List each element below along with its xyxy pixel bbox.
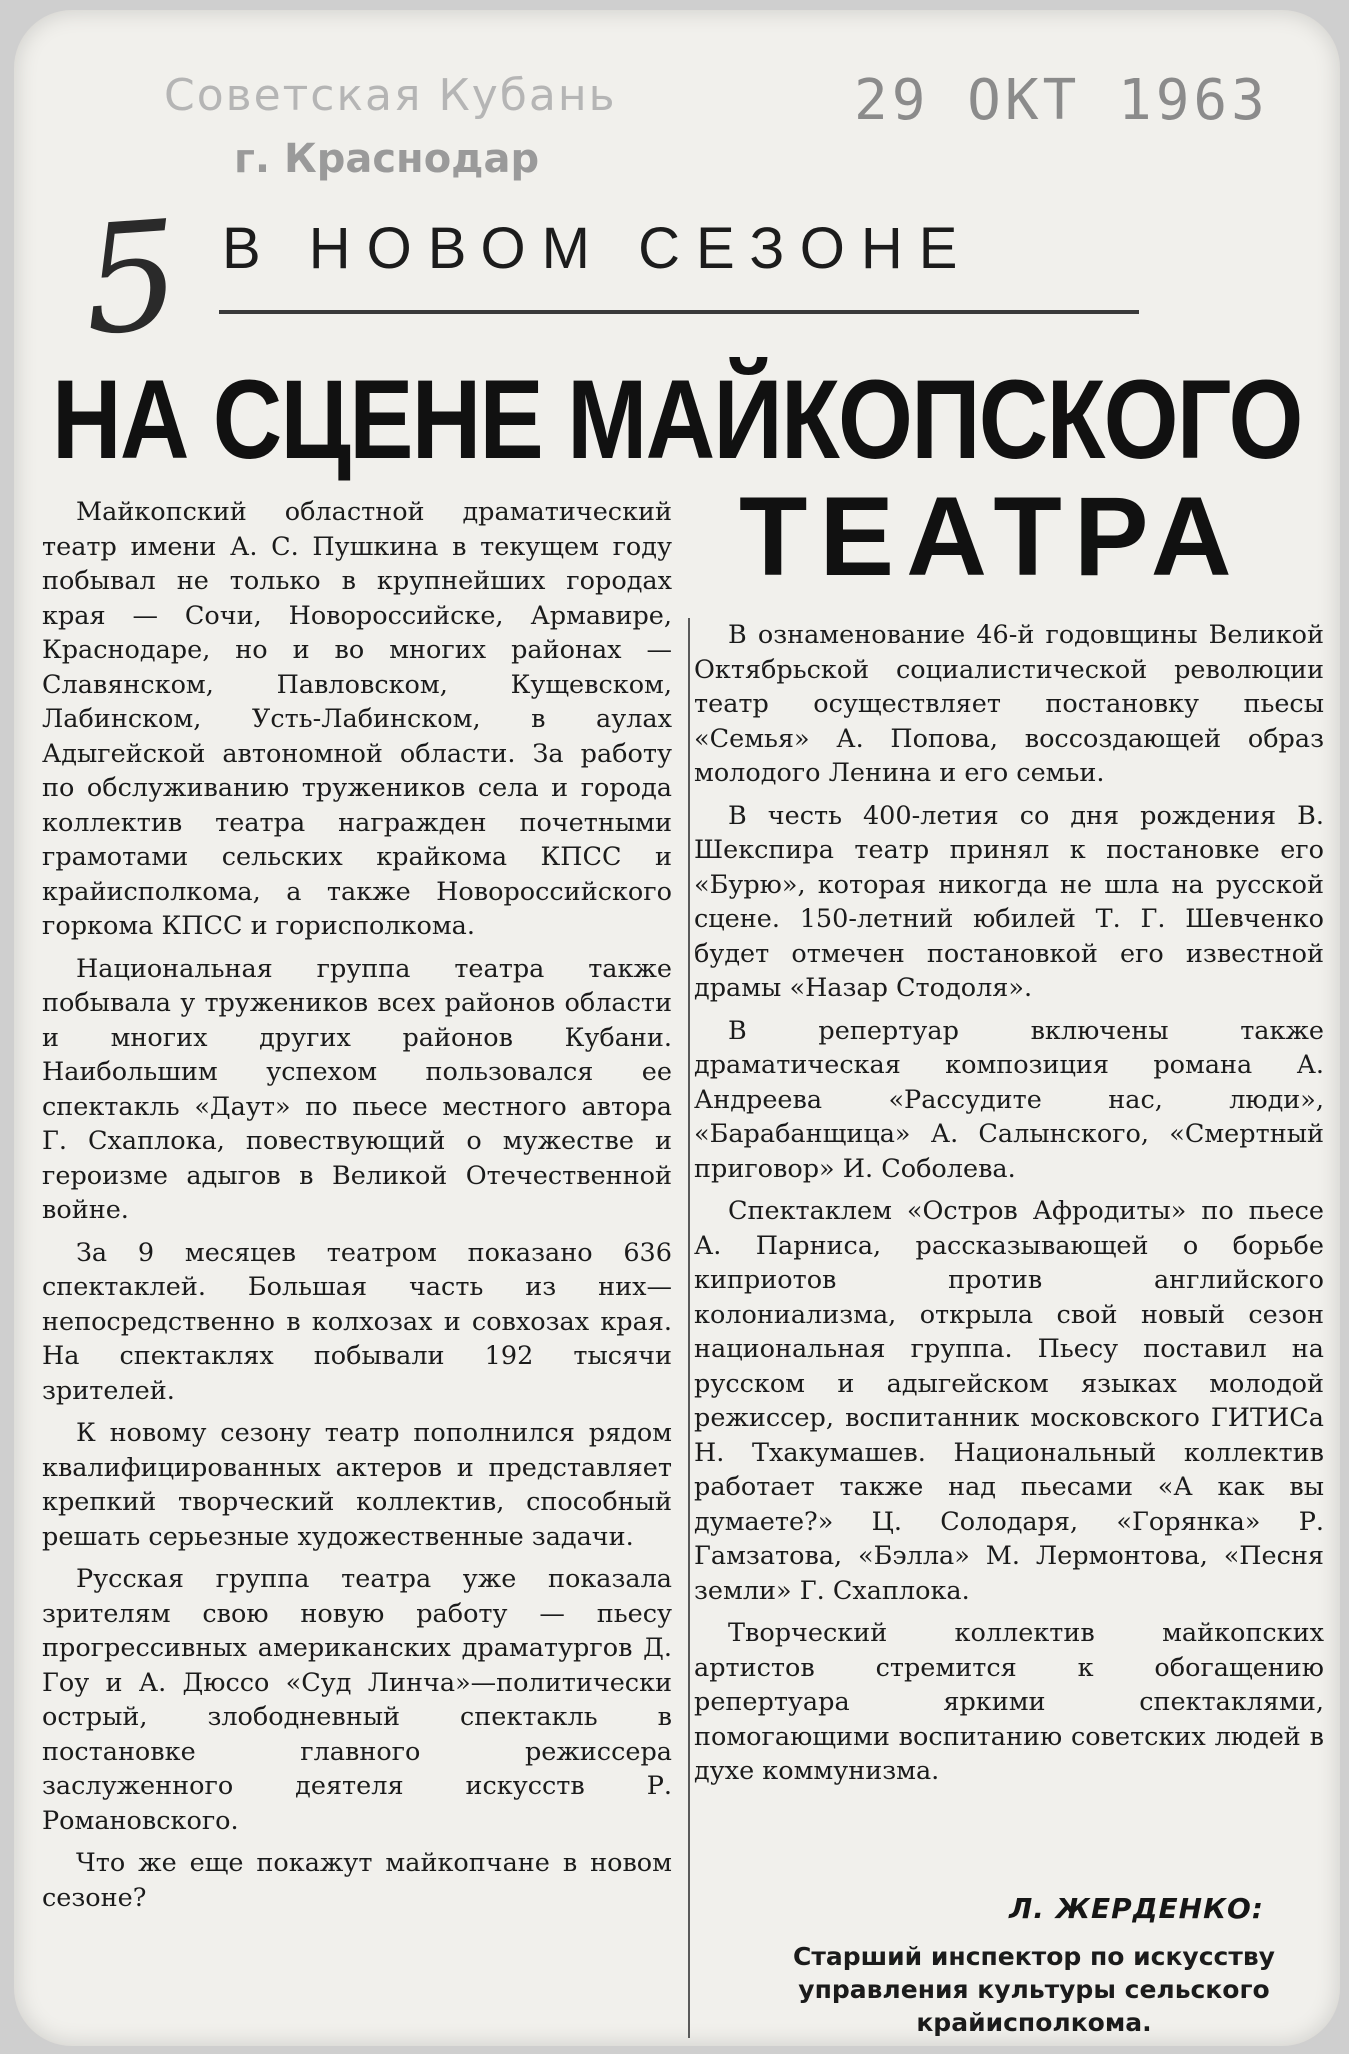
author-title: Старший инспектор по искусству управления культуры сельского крайисполкома. xyxy=(793,1942,1275,2037)
city-stamp: г. Краснодар xyxy=(234,136,540,182)
article-right-column xyxy=(694,618,1324,1797)
paragraph: Творческий коллектив майкопских артистов стремится к обогащению репертуара яркими спектаклями, помогающими воспитанию советских людей в духе коммунизма. xyxy=(694,1618,1324,1786)
handwritten-archive-number: 5 xyxy=(78,188,186,370)
author-byline: Л. ЖЕРДЕНКО: xyxy=(1009,1892,1264,1925)
paragraph: Майкопский областной драматический театр имени А. С. Пушкина в текущем году побывал не только в крупнейших городах края — Сочи, Новороссийске, Армавире, Краснодаре, но и во многих районах — Славянском, Павловском, Кущевском, Лабинском, Усть-Лабинском, в аулах Адыгейской автономной области. За работу по обслуживанию тружеников села и города коллектив театра награжден почетными грамотами сельских крайкома КПСС и крайисполкома, а также Новороссийского горкома КПСС и горисполкома. xyxy=(42,497,672,941)
rubric-underline xyxy=(219,310,1139,314)
article-left-column xyxy=(42,495,672,1923)
paragraph: За 9 месяцев театром показано 636 спектаклей. Большая часть из них—непосредственно в колхозах и совхозах края. На спектаклях побывали 192 тысячи зрителей. xyxy=(42,1237,672,1406)
paragraph: В репертуар включены также драматическая композиция романа А. Андреева «Рассудите нас, люди», «Барабанщица» А. Салынского, «Смертный приговор» И. Соболева. xyxy=(694,1015,1324,1184)
paragraph: Национальная группа театра также побывала у тружеников всех районов области и многих других районов Кубани. Наибольшим успехом пользовался ее спектакль «Даут» по пьесе местного автора Г. Схаплока, повествующий о мужестве и героизме адыгов в Великой Отечественной войне. xyxy=(42,953,672,1225)
paragraph: Спектаклем «Остров Афродиты» по пьесе А. Парниса, рассказывающей о борьбе киприотов против английского колониализма, открыла свой новый сезон национальная группа. Пьесу поставил на русском и адыгейском языках молодой режиссер, воспитанник московского ГИТИСа Н. Тхакумашев. Национальный коллектив работает также над пьесами «А как вы думаете?» Ц. Солодаря, «Горянка» Р. Гамзатова, «Бэлла» М. Лермонтова, «Песня земли» Г. Схаплока. xyxy=(694,1196,1324,1606)
paragraph: Русская группа театра уже показала зрителям свою новую работу — пьесу прогрессивных американских драматургов Д. Гоу и А. Дюссо «Суд Линча»—политически острый, злободневный спектакль в постановке главного режиссера заслуженного деятеля искусств Р. Романовского. xyxy=(42,1564,672,1836)
paragraph: Что же еще покажут майкопчане в новом сезоне? xyxy=(42,1848,672,1913)
headline-line-1: НА СЦЕНЕ МАЙКОПСКОГО xyxy=(52,357,1302,482)
paragraph: В честь 400-летия со дня рождения В. Шекспира театр принял к постановке его «Бурю», которая никогда не шла на русской сцене. 150-летний юбилей Т. Г. Шевченко будет отмечен постановкой его известной драмы «Назар Стодоля». xyxy=(694,800,1324,1003)
source-stamp: Советская Кубань xyxy=(164,70,617,121)
newspaper-clipping xyxy=(14,10,1340,2046)
section-rubric: В НОВОМ СЕЗОНЕ xyxy=(222,216,974,281)
date-stamp: 29 ОКТ 1963 xyxy=(854,68,1269,133)
headline-line-2: ТЕАТРА xyxy=(739,474,1244,599)
paragraph: В ознаменование 46-й годовщины Великой Октябрьской социалистической революции театр осуществляет постановку пьесы «Семья» А. Попова, воссоздающей образ молодого Ленина и его семьи. xyxy=(694,620,1324,788)
paragraph: К новому сезону театр пополнился рядом квалифицированных актеров и представляет крепкий творческий коллектив, способный решать серьезные художественные задачи. xyxy=(42,1418,672,1552)
column-divider xyxy=(688,618,690,2038)
